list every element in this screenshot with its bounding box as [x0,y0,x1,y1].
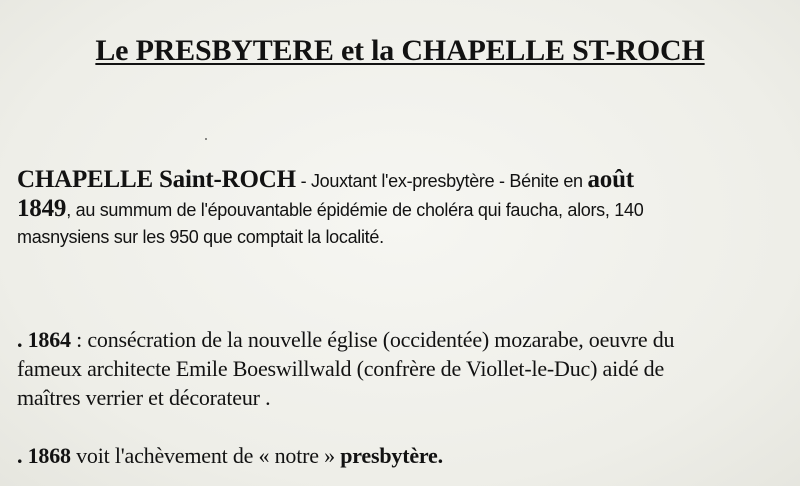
text-run: , au summum de l'épouvantable épidémie de choléra qui faucha, alors, 140 [66,200,644,220]
text-run: - Jouxtant l'ex-presbytère - Bénite en [295,171,588,191]
paragraph-line [17,165,787,194]
paragraph-line [17,194,787,223]
paragraph-line [17,441,787,470]
paragraph-1868 [17,441,787,470]
paragraph-1864 [17,325,787,412]
paragraph-chapelle [17,165,787,252]
page-title: Le PRESBYTERE et la CHAPELLE ST-ROCH [95,34,705,67]
text-run: voit l'achèvement de « notre » [70,443,341,468]
paragraph-line [17,223,787,252]
text-run: : consécration de la nouvelle église (occidentée) mozarabe, oeuvre du [70,327,675,352]
year-1864: . 1864 [17,327,71,352]
bold-year: 1849 [17,195,67,222]
text-run: maîtres verrier et décorateur . [17,385,271,410]
bold-month: août [587,166,634,193]
paragraph-line [17,354,787,383]
text-run: masnysiens sur les 950 que comptait la localité. [17,227,384,247]
year-1868: . 1868 [17,443,71,468]
text-run: fameux architecte Emile Boeswillwald (confrère de Viollet-le-Duc) aidé de [17,356,665,381]
bold-presbytere: presbytère. [340,443,443,468]
chapelle-heading: CHAPELLE Saint-ROCH [17,166,296,193]
paper-speck [205,138,207,140]
paragraph-line [17,325,787,354]
paragraph-line [17,383,787,412]
